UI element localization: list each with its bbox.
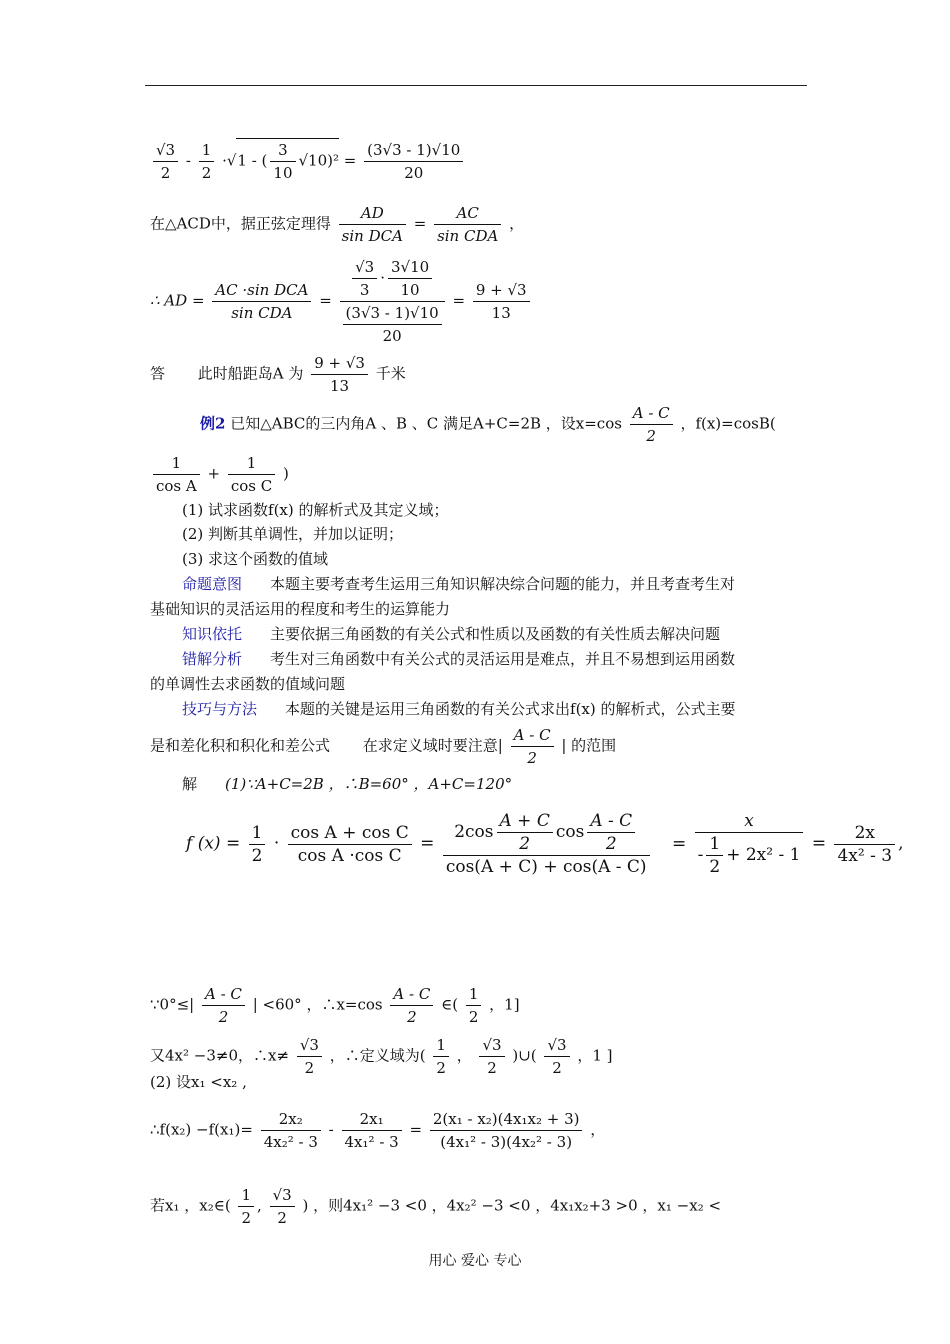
domain-line: 又4x² −3≠0，∴x≠ $\frac{√3}{2}$ ，∴定义域为( $\frac{1}{2}$ ， $\frac{√3}{2}$ )∪( $\frac{√3}{2}$ ，1 ] bbox=[150, 1036, 613, 1077]
sqrt-expression: 1 - ( $\frac{3}{10}$ √10)² bbox=[236, 138, 339, 184]
solution-line: 解 (1)∵A+C=2B ，∴B=60° ，A+C=120° bbox=[182, 775, 513, 793]
part-2-line: (2) 设x₁ <x₂ , bbox=[150, 1073, 247, 1091]
question-2: (2) 判断其单调性，并加以证明； bbox=[182, 525, 404, 543]
question-3: (3) 求这个函数的值域 bbox=[182, 550, 329, 568]
question-1: (1) 试求函数f(x) 的解析式及其定义域； bbox=[182, 501, 449, 519]
basis-line: 知识依托 主要依据三角函数的有关公式和性质以及函数的有关性质去解决问题 bbox=[182, 625, 721, 643]
frac-sqrt3-over-2: $\frac{√3}{2}$ bbox=[153, 139, 178, 184]
cos-sum-fraction: 2cos $\frac{A + C}{2}$ cos $\frac{A - C}{2}$ cos(A + C) + cos(A - C) bbox=[443, 810, 650, 878]
difference-line: ∴f(x₂) −f(x₁)= $\frac{\text{2x₂}}{\text{4x₂² - 3}}$ - $\frac{\text{2x₁}}{\text{4x₁² - 3}}$ = $\frac{\text{2(x₁ - x₂)(4x₁x₂ + 3)}}{\text{(4x₁² - 3)(4x₂² - 3)}}$ ， bbox=[150, 1110, 606, 1151]
frac-half: $\frac{1}{2}$ bbox=[199, 139, 215, 184]
frac-result-1: $\frac{(3√3 - 1)√10}{20}$ bbox=[364, 139, 463, 184]
range-line: ∵0°≤| $\frac{A - C}{2}$ | <60° ，∴x=cos $\frac{A - C}{2}$ ∈( $\frac{1}{2}$ ，1] bbox=[150, 985, 520, 1026]
error-line: 错解分析 考生对三角函数中有关公式的灵活运用是难点，并且不易想到运用函数 bbox=[182, 650, 736, 668]
condition-line: 若x₁ ，x₂∈( $\frac{1}{2}$ , $\frac{√3}{2}$ ) ，则4x₁² −3 <0 ，4x₂² −3 <0 ，4x₁x₂+3 >0 ，x₁ −x₂ < bbox=[150, 1186, 722, 1227]
method-line-2: 是和差化积和积化和差公式 在求定义域时要注意| $\frac{A - C}{2}$ | 的范围 bbox=[150, 726, 617, 767]
header-rule bbox=[145, 85, 807, 86]
example-2-line: 例2 已知△ABC的三内角A 、B 、C 满足A+C=2B ，设x=cos $\frac{A - C}{2}$ ，f(x)=cosB( bbox=[200, 404, 776, 445]
page-footer: 用心 爱心 专心 bbox=[428, 1253, 522, 1269]
intent-line-2: 基础知识的灵活运用的程度和考生的运算能力 bbox=[150, 600, 451, 618]
sine-rule-line: 在△ACD中，据正弦定理得 $\frac{AD}{\text{sin DCA}}$ = $\frac{AC}{\text{sin CDA}}$ ， bbox=[150, 204, 525, 245]
intent-line: 命题意图 本题主要考查考生运用三角知识解决综合问题的能力，并且考查考生对 bbox=[182, 575, 736, 593]
method-line: 技巧与方法 本题的关键是运用三角函数的有关公式求出f(x) 的解析式，公式主要 bbox=[182, 700, 736, 718]
answer-line: 答 此时船距岛A 为 $\frac{9 + √3}{13}$ 千米 bbox=[150, 354, 406, 395]
complex-fraction: $\frac{√3}{3}$ · $\frac{3√10}{10}$ (3√3 - 1)√10 20 bbox=[340, 256, 445, 347]
ad-computation-line: ∴ AD = $\frac{\text{AC ·sin DCA}}{\text{sin CDA}}$ = $\frac{√3}{3}$ · $\frac{3√10}{10}$ (3√3 - 1)√10 20 = $\frac{9 + √3}{13}$ bbox=[150, 256, 533, 347]
fx-derivation: f (x) = $\frac{1}{2}$ · $\frac{\text{cos A + cos C}}{\text{cos A ·cos C}}$ = 2cos $\frac{A + C}{2}$ cos $\frac{A - C}{2}$ cos(A + C) + cos(A - C) = x - $\frac{1}{2}$ + 2x² - 1 = $\frac{2x}{\text{4x² - 3}}$ , bbox=[186, 811, 904, 877]
error-line-2: 的单调性去求函数的值域问题 bbox=[150, 675, 346, 693]
equation-line-1: $\frac{√3}{2}$ - $\frac{1}{2}$ ·√1 - ( $\frac{3}{10}$ √10)² = $\frac{(3√3 - 1)√10}{20}$ bbox=[150, 138, 466, 184]
example-2-fraction-line: $\frac{1}{\text{cos A}}$ + $\frac{1}{\text{cos C}}$ ) bbox=[150, 452, 289, 497]
